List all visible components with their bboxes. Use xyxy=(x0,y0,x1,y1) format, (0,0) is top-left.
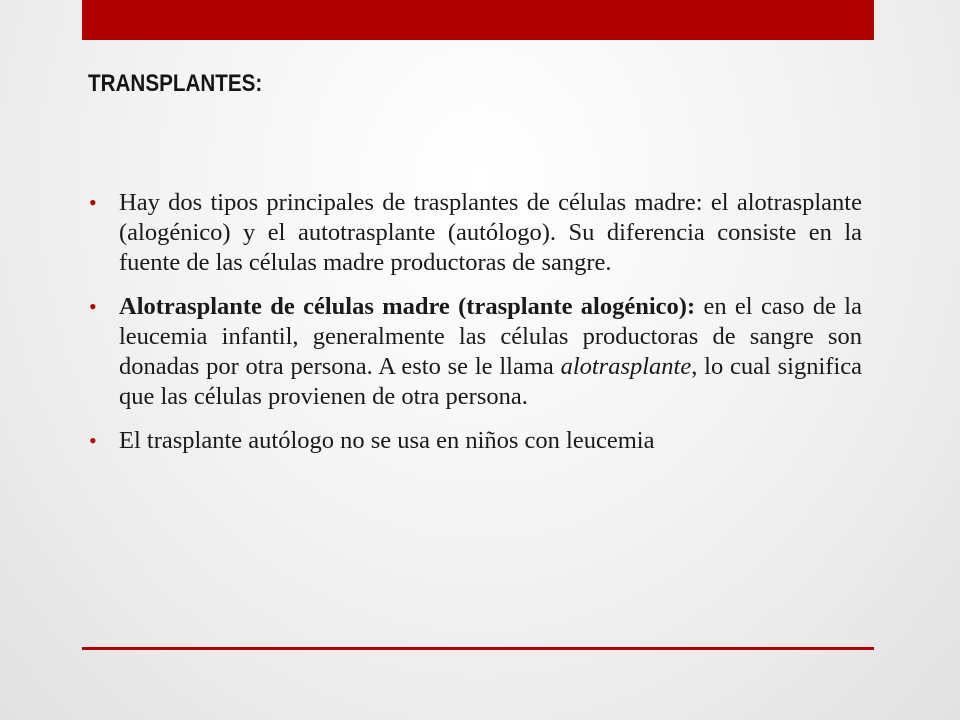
bullet-icon: • xyxy=(89,428,97,453)
bullet-text: , lo cual significa que las células provienen de otra persona. xyxy=(119,353,862,410)
bullet-text: El trasplante autólogo no se usa en niños con leucemia xyxy=(119,427,655,454)
top-accent-bar xyxy=(82,0,874,40)
bullet-icon: • xyxy=(89,294,97,319)
bullet-bold-lead: Alotrasplante de células madre (trasplante alogénico): xyxy=(119,293,696,320)
bullet-text: Hay dos tipos principales de trasplantes de células madre: el alotrasplante (alogénico) y el autotrasplante (autólogo). Su diferencia consiste en la fuente de las células madre productoras de sangre. xyxy=(119,189,862,276)
bullet-list xyxy=(88,188,862,470)
bullet-italic-term: alotrasplante xyxy=(560,353,692,380)
slide-title: TRANSPLANTES: xyxy=(88,70,263,97)
bullet-item-autologous xyxy=(88,426,862,456)
bullet-text: en el caso de la leucemia infantil, generalmente las células productoras de sangre son donadas por otra persona. A esto se le llama xyxy=(119,293,862,380)
bottom-accent-rule xyxy=(82,647,874,650)
bullet-item-transplant-types xyxy=(88,188,862,278)
bullet-icon: • xyxy=(89,190,97,215)
bullet-item-allogeneic xyxy=(88,292,862,412)
